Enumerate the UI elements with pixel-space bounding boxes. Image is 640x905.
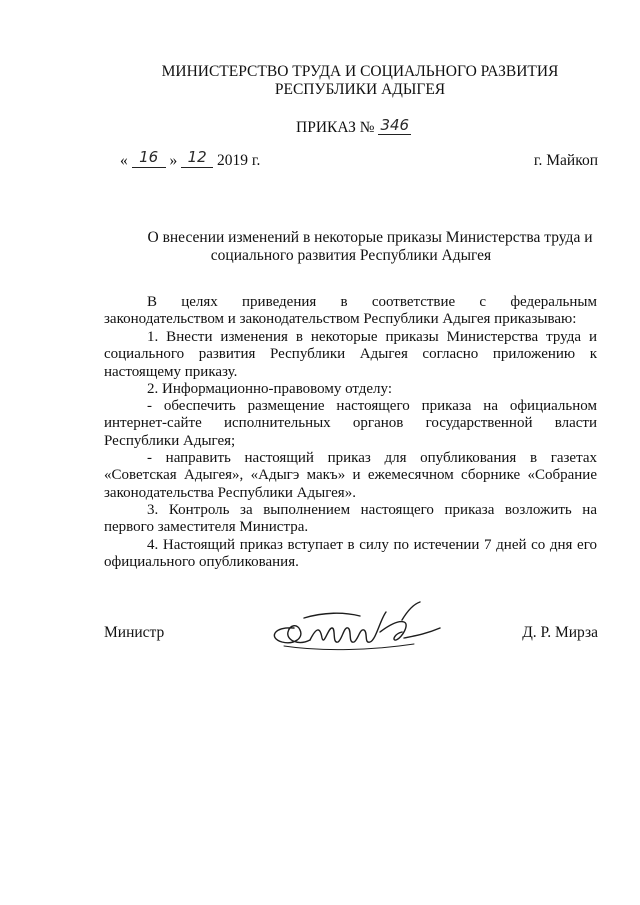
order-date	[120, 148, 261, 171]
body-intro: В целях приведения в соответствие с федеральным законодательством и законодательством Республики Адыгея приказываю:	[104, 294, 597, 328]
date-close-quote: »	[169, 152, 178, 169]
body-item2a: - обеспечить размещение настоящего приказа на официальном интернет-сайте исполнительных органов государственной власти Республики Адыгея;	[104, 398, 597, 449]
order-heading	[296, 118, 411, 137]
ministry-title-line2: РЕСПУБЛИКИ АДЫГЕЯ	[274, 81, 446, 98]
subject-line2: социального развития Республики Адыгея	[210, 247, 492, 264]
subject-line1: О внесении изменений в некоторые приказы Министерства труда и	[147, 229, 593, 246]
handwritten-signature-icon	[264, 598, 450, 660]
city: г. Майкоп	[533, 152, 598, 169]
date-month: 12	[181, 148, 213, 168]
signatory-position: Министр	[104, 624, 165, 641]
body-item2b: - направить настоящий приказ для опубликования в газетах «Советская Адыгея», «Адыгэ макъ» и ежемесячном сборнике «Собрание законодательства Республики Адыгея».	[104, 450, 597, 501]
date-year: 2019 г.	[217, 152, 261, 169]
body-item3: 3. Контроль за выполнением настоящего приказа возложить на первого заместителя Министра.	[104, 502, 597, 536]
order-number: 346	[380, 116, 410, 134]
date-open-quote: «	[120, 152, 128, 169]
body-item2: 2. Информационно-правовому отделу:	[147, 381, 393, 397]
ministry-title-line1: МИНИСТЕРСТВО ТРУДА И СОЦИАЛЬНОГО РАЗВИТИЯ	[161, 63, 559, 80]
body-item1: 1. Внести изменения в некоторые приказы Министерства труда и социального развития Республики Адыгея согласно приложению к настоящему приказу.	[104, 329, 597, 380]
order-label: ПРИКАЗ №	[296, 119, 375, 136]
signatory-name: Д. Р. Мирза	[522, 624, 598, 641]
date-day: 16	[132, 148, 166, 168]
body-item4: 4. Настоящий приказ вступает в силу по истечении 7 дней со дня его официального опубликования.	[104, 537, 597, 571]
